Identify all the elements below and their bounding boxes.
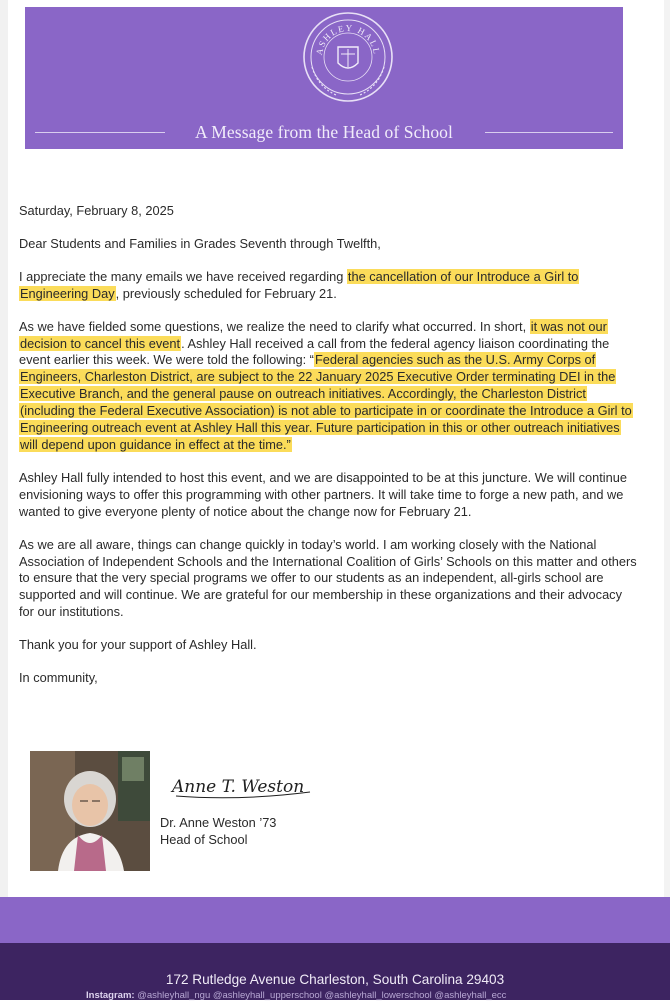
p1-highlight: the cancellation of our Introduce a Girl to Engineering Day [20, 268, 579, 301]
p2-text-b: . Ashley Hall received a call from the federal agency liaison coordinating the event earlier this week. We were told the following: “ [19, 335, 610, 368]
footer-social [86, 990, 606, 1001]
author-name: Dr. Anne Weston ’73 [160, 815, 277, 830]
header-title: A Message from the Head of School [195, 122, 453, 142]
p1-text-b: , previously scheduled for February 21. [115, 285, 337, 301]
letter-paragraph-4: As we are all aware, things can change quickly in today’s world. I am working closely with the National Association of Independent Schools and the International Coalition of Girls’ Schools on this matter and others to ensure that the very special programs we offer to our students as an independent, all-girls school are supported and will continue. We are grateful for our membership in these organizations and their advocacy for our institutions. [19, 536, 637, 620]
footer-social-label: Instagram: [86, 990, 135, 1001]
p2-text-a: As we have fielded some questions, we realize the need to clarify what occurred. In short, [19, 318, 530, 334]
letter-body [19, 203, 639, 703]
school-seal-icon [300, 7, 396, 111]
letter-paragraph-2 [19, 319, 639, 454]
footer-address: 172 Rutledge Avenue Charleston, South Carolina 29403 [165, 972, 505, 987]
author-photo [30, 751, 150, 871]
letter-paragraph-1 [19, 269, 639, 303]
letter-paragraph-5: Thank you for your support of Ashley Hall. [19, 637, 257, 653]
letter-date: Saturday, February 8, 2025 [19, 203, 174, 218]
page-edge-left [0, 0, 8, 1000]
p2-highlight-2: Federal agencies such as the U.S. Army Corps of Engineers, Charleston District, are subject to the 22 January 2025 Executive Order terminating DEI in the Executive Branch, and the general pause on outreach initiatives. Accordingly, the Charleston District (including the Federal Executive Association) is not able to participate in or coordinate the Introduce a Girl to Engineering outreach event at Ashley Hall this year. Future participation in this or other outreach initiatives will depend upon guidance in effect at the time.” [20, 352, 632, 452]
p1-text-a: I appreciate the many emails we have received regarding [19, 268, 347, 284]
signature-script: Anne T. Weston [172, 777, 305, 797]
footer-social-handles: @ashleyhall_ngu @ashleyhall_upperschool @ashleyhall_lowerschool @ashleyhall_ecc [134, 990, 507, 1001]
author-title: Head of School [160, 832, 248, 847]
letter-paragraph-3: Ashley Hall fully intended to host this event, and we are disappointed to be at this juncture. We will continue envisioning ways to offer this programming with other partners. It will take time to forge a new path, and we wanted to give everyone plenty of notice about the change now for February 21. [19, 469, 627, 519]
header-banner [25, 7, 623, 149]
letter-salutation: Dear Students and Families in Grades Seventh through Twelfth, [19, 235, 381, 251]
page-edge-right [664, 0, 670, 1000]
seal-text: ASHLEY HALL [313, 22, 383, 56]
letter-closing: In community, [19, 670, 98, 686]
footer-band [0, 897, 670, 943]
handwritten-signature [170, 768, 320, 804]
p2-highlight-1: it was not our decision to cancel this event [20, 318, 607, 351]
